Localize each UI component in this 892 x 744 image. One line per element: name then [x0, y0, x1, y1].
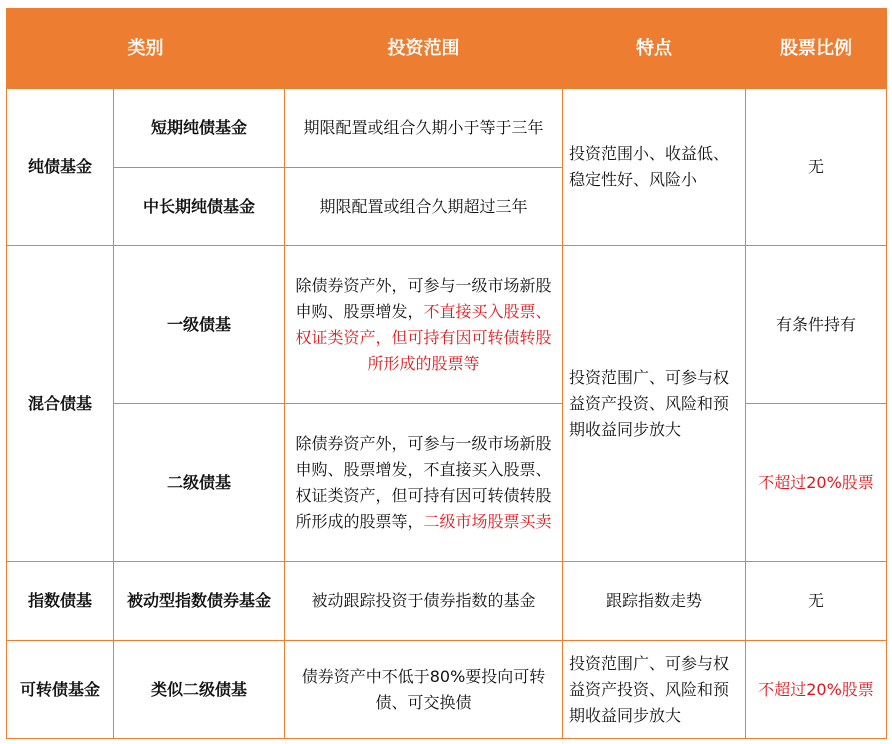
header-scope: 投资范围 — [285, 9, 563, 89]
subtype-similar-level-two: 类似二级债基 — [114, 641, 285, 739]
scope-level-two-text: 除债券资产外，可参与一级市场新股申购、股票增发，不直接买入股票、权证类资产，但可持有因可转债转股所形成的股票等， — [295, 433, 552, 531]
header-stock-ratio: 股票比例 — [746, 9, 887, 89]
scope-level-one-text: 除债券资产外，可参与一级市场新股申购、股票增发， — [295, 275, 552, 321]
subtype-mid-long-term: 中长期纯债基金 — [114, 168, 285, 246]
subtype-short-term: 短期纯债基金 — [114, 89, 285, 168]
table-row — [7, 404, 887, 562]
features-convertible-bond: 投资范围广、可参与权益资产投资、风险和预期收益同步放大 — [563, 641, 746, 739]
bond-fund-table — [6, 8, 887, 739]
features-index-bond: 跟踪指数走势 — [563, 562, 746, 641]
ratio-pure-bond: 无 — [746, 89, 887, 246]
ratio-level-two: 不超过20%股票 — [746, 404, 887, 562]
table-row — [7, 89, 887, 168]
category-pure-bond: 纯债基金 — [7, 89, 114, 246]
scope-level-one — [285, 246, 563, 404]
ratio-index-bond: 无 — [746, 562, 887, 641]
scope-level-two — [285, 404, 563, 562]
category-convertible-bond: 可转债基金 — [7, 641, 114, 739]
features-mixed-bond: 投资范围广、可参与权益资产投资、风险和预期收益同步放大 — [563, 246, 746, 562]
features-pure-bond: 投资范围小、收益低、稳定性好、风险小 — [563, 89, 746, 246]
subtype-level-one: 一级债基 — [114, 246, 285, 404]
header-category: 类别 — [7, 9, 285, 89]
scope-mid-long-term: 期限配置或组合久期超过三年 — [285, 168, 563, 246]
header-features: 特点 — [563, 9, 746, 89]
scope-convertible: 债券资产中不低于80%要投向可转债、可交换债 — [285, 641, 563, 739]
scope-level-one-highlight: 不直接买入股票、权证类资产，但可持有因可转债转股所形成的股票等 — [295, 301, 552, 373]
scope-level-two-highlight: 二级市场股票买卖 — [423, 511, 552, 531]
header-row — [7, 9, 887, 89]
table-row — [7, 641, 887, 739]
scope-short-term: 期限配置或组合久期小于等于三年 — [285, 89, 563, 168]
scope-passive-index: 被动跟踪投资于债券指数的基金 — [285, 562, 563, 641]
subtype-level-two: 二级债基 — [114, 404, 285, 562]
ratio-convertible-bond: 不超过20%股票 — [746, 641, 887, 739]
category-mixed-bond: 混合债基 — [7, 246, 114, 562]
table-row — [7, 562, 887, 641]
table-row — [7, 246, 887, 404]
ratio-level-one: 有条件持有 — [746, 246, 887, 404]
category-index-bond: 指数债基 — [7, 562, 114, 641]
subtype-passive-index: 被动型指数债券基金 — [114, 562, 285, 641]
fund-table-container — [6, 8, 887, 739]
